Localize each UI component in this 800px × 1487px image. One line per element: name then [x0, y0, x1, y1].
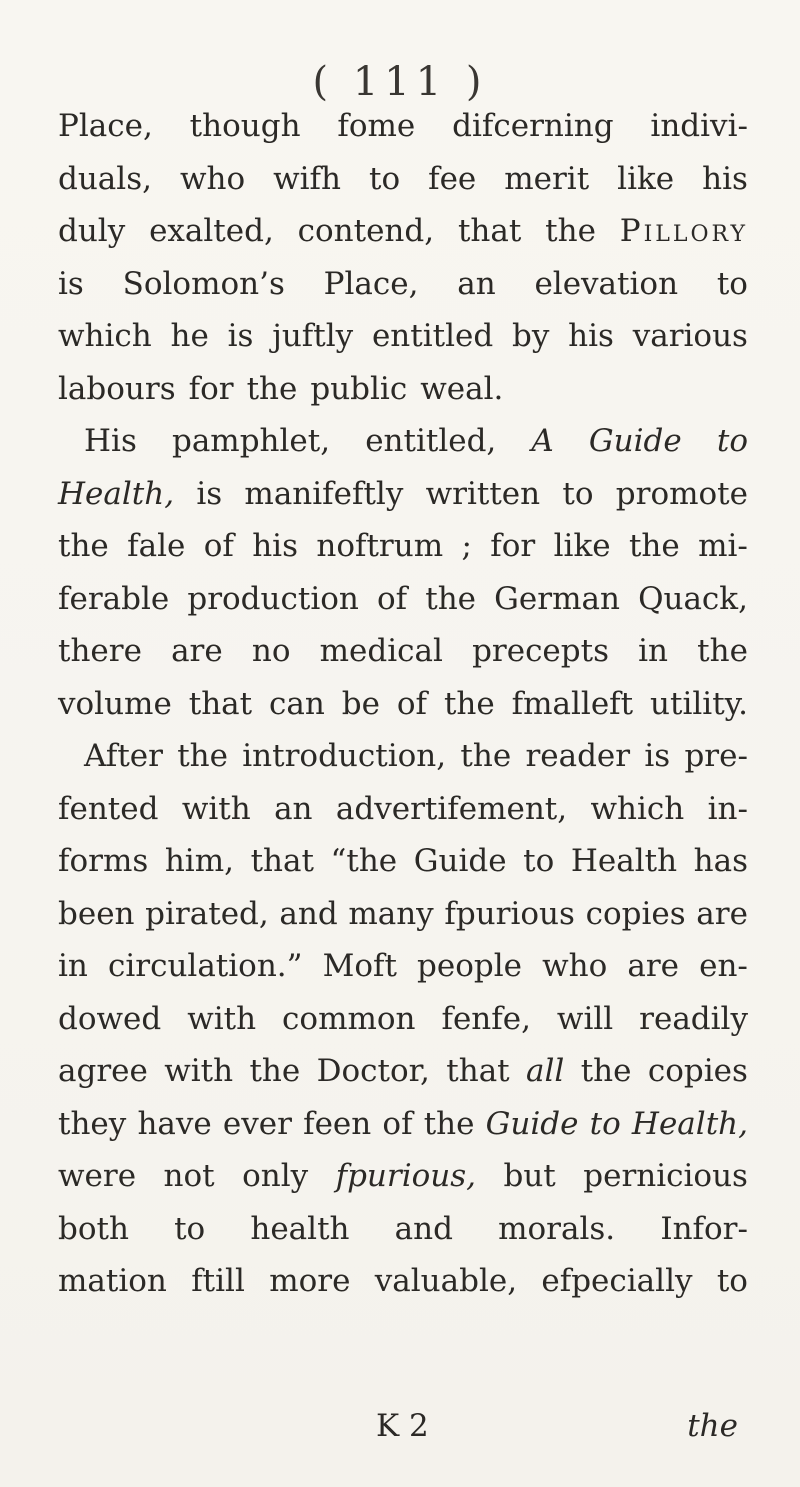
word: manifeftly [244, 475, 404, 512]
word: to [523, 843, 555, 879]
word: pernicious [583, 1158, 748, 1194]
word: the [177, 738, 228, 774]
word: are [696, 895, 748, 932]
word: an [457, 265, 496, 302]
word: German [494, 580, 620, 617]
word: the [423, 1105, 475, 1142]
word: is [644, 738, 671, 774]
text-line [58, 888, 748, 941]
word: Guide [413, 843, 507, 879]
word: have [137, 1105, 212, 1142]
word: to [174, 1210, 206, 1247]
word: ferable [58, 580, 170, 617]
word: elevation [534, 265, 679, 302]
word: for [490, 528, 536, 564]
word: many [348, 895, 434, 932]
word: his [568, 318, 614, 354]
word: that [446, 1053, 510, 1089]
word: to [562, 475, 594, 512]
word: are [627, 948, 680, 984]
word: is [58, 265, 84, 302]
word: Health [570, 843, 678, 879]
body-text [58, 100, 748, 1308]
text-line [58, 1203, 748, 1256]
signature-mark: K 2 [376, 1408, 429, 1444]
word: morals. [498, 1210, 616, 1247]
word: Doctor, [316, 1053, 430, 1089]
word: of [376, 580, 408, 617]
word: precepts [472, 633, 609, 669]
word: Quack, [638, 580, 748, 617]
word: efpecially [541, 1263, 693, 1299]
word: of [396, 685, 428, 722]
word: in- [707, 790, 748, 827]
text-line [58, 573, 748, 626]
word: copies [647, 1053, 748, 1089]
word: reader [525, 738, 631, 774]
word: is [196, 475, 223, 512]
word: A [531, 423, 554, 459]
word: with [164, 1053, 234, 1089]
text-line [58, 258, 748, 311]
word: mation [58, 1263, 167, 1299]
word: public [310, 370, 408, 407]
word: medical [319, 633, 443, 669]
word: the [249, 1053, 301, 1089]
word: like [617, 160, 675, 197]
word: fome [337, 108, 416, 144]
text-line [58, 1045, 748, 1098]
word: readily [639, 1000, 748, 1037]
word: the [628, 528, 680, 564]
word: to [716, 1263, 748, 1299]
word: Guide [588, 423, 682, 459]
word: but [503, 1158, 556, 1194]
word: all [526, 1053, 565, 1089]
text-line [58, 205, 748, 258]
word: fmalleft [511, 685, 634, 722]
catchword: the [687, 1408, 738, 1444]
word: that [250, 843, 314, 879]
word: more [269, 1263, 351, 1299]
word: various [632, 318, 748, 354]
word: en- [699, 948, 748, 984]
word: ever [222, 1105, 292, 1142]
word: Pillory [619, 213, 748, 249]
text-line [58, 520, 748, 573]
word: introduction, [242, 738, 447, 774]
word: merit [504, 160, 590, 197]
word: were [58, 1158, 137, 1194]
word: the [425, 580, 477, 617]
word: like [553, 528, 611, 564]
word: the [246, 370, 298, 407]
word: Solomon’s [122, 265, 285, 302]
word: been [58, 895, 135, 932]
text-line [58, 1150, 748, 1203]
text-line [58, 678, 748, 731]
word: has [693, 843, 748, 879]
word: valuable, [374, 1263, 518, 1299]
word: only [242, 1158, 309, 1194]
word: Infor- [660, 1210, 748, 1247]
word: are [171, 633, 223, 669]
word: mi- [698, 528, 748, 564]
word: be [341, 685, 380, 722]
word: can [269, 685, 325, 722]
word: After [84, 738, 163, 774]
word: with [181, 790, 251, 827]
word: to [716, 265, 748, 302]
word: the [580, 1053, 632, 1089]
word: him, [164, 843, 234, 879]
word: Place, [58, 108, 153, 144]
word: forms [58, 843, 149, 879]
word: not [163, 1158, 215, 1194]
text-line [58, 468, 748, 521]
word: entitled [371, 318, 494, 354]
word: fenfe, [441, 1000, 531, 1037]
word: the [697, 633, 748, 669]
word: utility. [650, 685, 748, 722]
word: advertifement, [335, 790, 568, 827]
word: he [170, 318, 209, 354]
word: entitled, [365, 423, 497, 459]
word: that [188, 685, 253, 722]
text-line [58, 835, 748, 888]
word: the [443, 685, 495, 722]
text-line [58, 940, 748, 993]
word: the [460, 738, 512, 774]
word: in [638, 633, 669, 669]
word: will [556, 1000, 614, 1037]
word: an [274, 790, 313, 827]
word: health [250, 1210, 350, 1247]
word: to [368, 160, 401, 197]
word: with [187, 1000, 257, 1037]
word: of [203, 528, 234, 564]
word: his [252, 528, 299, 564]
text-line [58, 625, 748, 678]
word: and [394, 1210, 453, 1247]
word: indivi- [650, 108, 748, 144]
word: of [382, 1105, 413, 1142]
word: his [702, 160, 748, 197]
word: Health, [631, 1105, 748, 1142]
word: fale [127, 528, 186, 564]
word: agree [58, 1053, 148, 1089]
word: duly [58, 213, 126, 249]
word: juftly [272, 318, 354, 354]
word: fee [428, 160, 477, 197]
word: ; [461, 528, 472, 564]
word: written [425, 475, 541, 512]
word: fpurious, [335, 1158, 477, 1194]
page-number-header: ( 111 ) [312, 59, 488, 105]
word: which [58, 318, 152, 354]
word: no [251, 633, 291, 669]
word: though [189, 108, 301, 144]
text-line [58, 363, 748, 416]
word: for [188, 370, 234, 407]
word: to [716, 423, 748, 459]
word: people [417, 948, 523, 984]
word: Place, [323, 265, 419, 302]
word: ftill [191, 1263, 245, 1299]
word: they [58, 1105, 127, 1142]
text-line [58, 993, 748, 1046]
word: who [542, 948, 608, 984]
text-line [58, 415, 748, 468]
word: copies [585, 895, 686, 932]
word: circulation.” [107, 948, 303, 984]
word: labours [58, 370, 176, 407]
word: in [58, 948, 88, 984]
word: both [58, 1210, 129, 1247]
word: fented [58, 790, 159, 827]
word: feen [303, 1105, 372, 1142]
text-line [58, 100, 748, 153]
word: production [187, 580, 359, 617]
word: and [279, 895, 338, 932]
word: the [58, 528, 109, 564]
text-line [58, 310, 748, 363]
word: which [590, 790, 685, 827]
word: dowed [58, 1000, 162, 1037]
word: volume [58, 685, 172, 722]
word: noftrum [316, 528, 444, 564]
word: by [511, 318, 550, 354]
word: fpurious [444, 895, 575, 932]
word: pre- [684, 738, 748, 774]
word: duals, [58, 160, 152, 197]
word: His [84, 423, 137, 459]
word: weal. [420, 370, 504, 407]
text-line [58, 153, 748, 206]
word: promote [615, 475, 748, 512]
word: exalted, [149, 213, 274, 249]
page-footer [58, 1402, 748, 1450]
word: there [58, 633, 142, 669]
word: who [179, 160, 246, 197]
word: to [589, 1105, 621, 1142]
text-line [58, 783, 748, 836]
word: that [457, 213, 522, 249]
word: Moft [322, 948, 397, 984]
word: “the [330, 843, 398, 879]
word: is [227, 318, 254, 354]
word: the [545, 213, 596, 249]
word: wifh [273, 160, 341, 197]
word: pamphlet, [171, 423, 331, 459]
word: difcerning [452, 108, 614, 144]
text-line [58, 1255, 748, 1308]
text-line [58, 730, 748, 783]
word: pirated, [145, 895, 269, 932]
text-line [58, 1098, 748, 1151]
word: Guide [485, 1105, 579, 1142]
word: common [282, 1000, 416, 1037]
word: Health, [58, 475, 175, 512]
word: contend, [297, 213, 435, 249]
